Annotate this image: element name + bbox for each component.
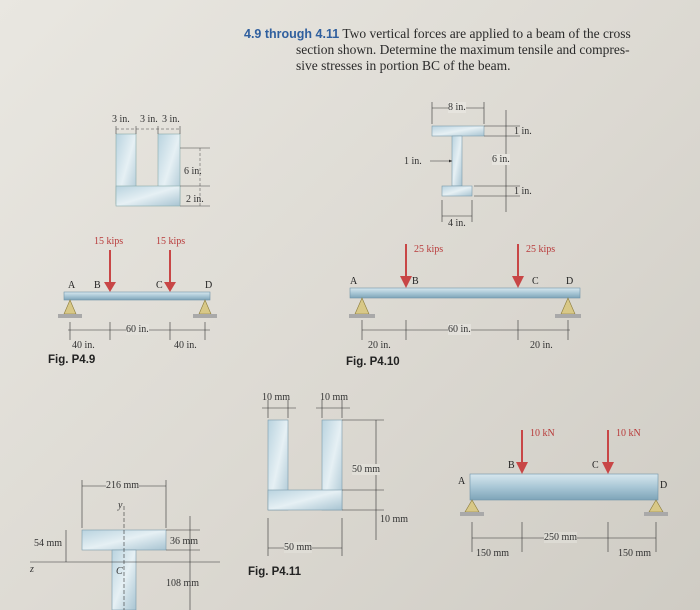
p49-fig-label: Fig. P4.9 (48, 354, 96, 366)
p49-dim-right: 40 in. (174, 340, 197, 351)
p410-dim-mid: 60 in. (448, 324, 471, 335)
p49-point-c: C (156, 280, 163, 291)
p49-point-d: D (205, 280, 213, 291)
p410-dim-left: 20 in. (368, 340, 391, 351)
problem-text-3: sive stresses in portion BC of the beam. (296, 58, 511, 73)
p412-label-c: C (116, 566, 123, 577)
p49-dim-top-3: 3 in. (162, 114, 180, 125)
p49-dim-6: 6 in. (184, 166, 202, 177)
p410-dim-1-top: 1 in. (514, 126, 532, 137)
p49-dim-mid: 60 in. (126, 324, 149, 335)
problem-text-1: Two vertical forces are applied to a beam of the cross (342, 26, 631, 41)
p410-force-2: 25 kips (526, 244, 556, 255)
p411-force-2: 10 kN (616, 428, 641, 439)
p410-dim-6: 6 in. (492, 154, 510, 165)
p410-point-a: A (350, 276, 358, 287)
p411-fig-label: Fig. P4.11 (248, 566, 302, 578)
p49-dim-left: 40 in. (72, 340, 95, 351)
p411-dim-10a: 10 mm (262, 392, 291, 403)
p410-point-d: D (566, 276, 574, 287)
p412-dim-54: 54 mm (34, 538, 63, 549)
p410-dim-8: 8 in. (448, 102, 466, 113)
p411-dim-10-bot: 10 mm (380, 514, 409, 525)
p412-label-y: y (118, 500, 123, 511)
p411-point-a: A (458, 476, 466, 487)
p410-dim-4: 4 in. (448, 218, 466, 229)
p49-force-2: 15 kips (156, 236, 186, 247)
p411-dim-mid: 250 mm (544, 532, 578, 543)
p410-dim-right: 20 in. (530, 340, 553, 351)
p410-dim-1-web: 1 in. (404, 156, 422, 167)
p411-dim-50w: 50 mm (284, 542, 313, 553)
p411-point-c: C (592, 460, 599, 471)
p49-point-a: A (68, 280, 76, 291)
p49-force-1: 15 kips (94, 236, 124, 247)
problem-number: 4.9 through 4.11 (244, 27, 340, 41)
p411-u-section (262, 400, 384, 556)
p412-label-z: z (30, 564, 34, 575)
problem-line-1 (244, 26, 631, 42)
p49-dim-top-1: 3 in. (112, 114, 130, 125)
p410-point-b: B (412, 276, 419, 287)
p411-dim-left: 150 mm (476, 548, 510, 559)
p410-force-1: 25 kips (414, 244, 444, 255)
p411-dim-10b: 10 mm (320, 392, 349, 403)
p411-dim-right: 150 mm (618, 548, 652, 559)
problem-text-2: section shown. Determine the maximum tensile and compres- (296, 42, 630, 57)
p410-point-c: C (532, 276, 539, 287)
p410-dim-1-bot: 1 in. (514, 186, 532, 197)
p49-point-b: B (94, 280, 101, 291)
p411-point-d: D (660, 480, 668, 491)
p412-dim-108: 108 mm (166, 578, 200, 589)
p411-dim-50h: 50 mm (352, 464, 381, 475)
p410-fig-label: Fig. P4.10 (346, 356, 400, 368)
p411-point-b: B (508, 460, 515, 471)
p411-force-1: 10 kN (530, 428, 555, 439)
p49-dim-top-2: 3 in. (140, 114, 158, 125)
p49-dim-2: 2 in. (186, 194, 204, 205)
p412-dim-216: 216 mm (106, 480, 140, 491)
p412-dim-36: 36 mm (170, 536, 199, 547)
